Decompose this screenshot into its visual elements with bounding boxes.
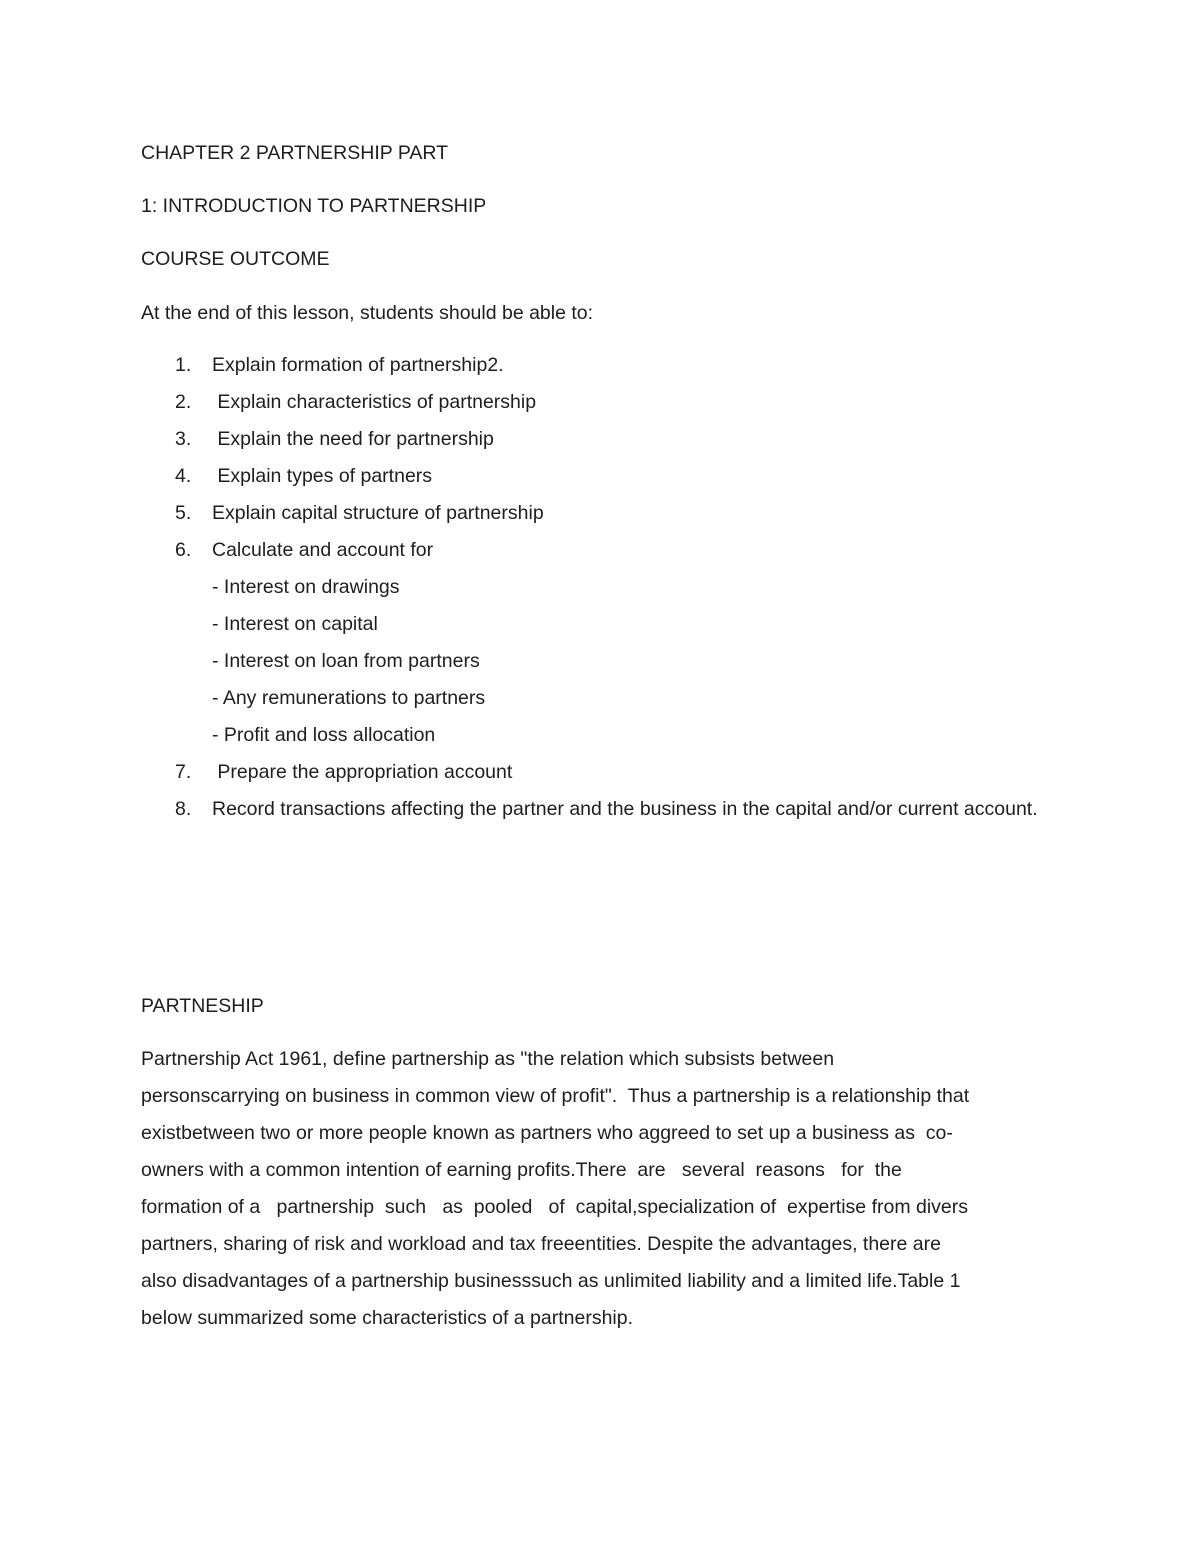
list-number: 2. [175,391,192,413]
paragraph-line: personscarrying on business in common view of profit". Thus a partnership is a relationship that [141,1085,970,1107]
list-item-text: Calculate and account for [212,539,434,561]
section-title: 1: INTRODUCTION TO PARTNERSHIP [141,195,487,217]
list-item-text: Record transactions affecting the partner and the business in the capital and/or current account. [212,798,1038,820]
list-item [141,458,1071,495]
list-item-text: Explain formation of partnership2. [212,354,504,376]
list-item-text: Explain characteristics of partnership [212,391,537,413]
list-item [141,347,1071,384]
partnership-heading: PARTNESHIP [141,995,264,1017]
sub-list-item: - Interest on capital [212,613,378,635]
list-number: 6. [175,539,192,561]
paragraph-line: also disadvantages of a partnership businesssuch as unlimited liability and a limited life.Table 1 [141,1270,961,1292]
list-item [141,791,1071,828]
list-item-text: Explain the need for partnership [212,428,494,450]
chapter-title: CHAPTER 2 PARTNERSHIP PART [141,142,449,164]
intro-sentence: At the end of this lesson, students should be able to: [141,302,594,324]
sub-list-item: - Interest on drawings [212,576,400,598]
partnership-definition-paragraph [141,1041,1071,1337]
sub-list-item: - Any remunerations to partners [212,687,486,709]
sub-list-item: - Interest on loan from partners [212,650,480,672]
paragraph-line: formation of a partnership such as pooled of capital,specialization of expertise from divers [141,1196,968,1218]
list-number: 7. [175,761,192,783]
list-number: 5. [175,502,192,524]
paragraph-line: Partnership Act 1961, define partnership as "the relation which subsists between [141,1048,835,1070]
list-item [141,532,1071,754]
course-outcome-heading: COURSE OUTCOME [141,248,330,270]
list-item [141,754,1071,791]
paragraph-line: owners with a common intention of earning profits.There are several reasons for the [141,1159,902,1181]
list-number: 3. [175,428,192,450]
list-number: 8. [175,798,192,820]
list-number: 4. [175,465,192,487]
list-item [141,495,1071,532]
course-outcome-list [141,347,1071,828]
list-item [141,421,1071,458]
paragraph-line: partners, sharing of risk and workload and tax freeentities. Despite the advantages, there are [141,1233,941,1255]
paragraph-line: existbetween two or more people known as partners who aggreed to set up a business as co- [141,1122,953,1144]
sub-list-item: - Profit and loss allocation [212,724,436,746]
list-item-text: Explain capital structure of partnership [212,502,544,524]
list-item-text: Explain types of partners [212,465,433,487]
list-item [141,384,1071,421]
paragraph-line: below summarized some characteristics of a partnership. [141,1307,634,1329]
list-item-text: Prepare the appropriation account [212,761,513,783]
list-number: 1. [175,354,192,376]
